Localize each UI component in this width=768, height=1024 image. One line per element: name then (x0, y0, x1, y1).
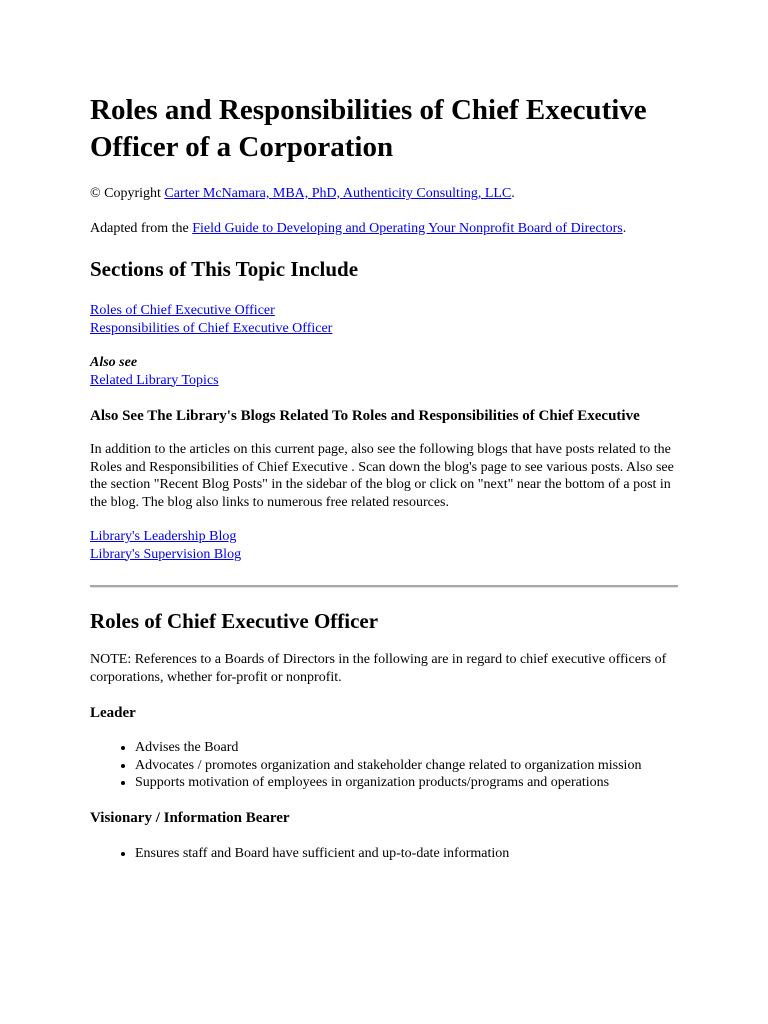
list-item: • Advises the Board (135, 739, 678, 757)
sections-heading: Sections of This Topic Include (90, 257, 359, 281)
list-item: • Advocates / promotes organization and stakeholder change related to organization mission (135, 757, 678, 775)
note-paragraph: NOTE: References to a Boards of Directors in the following are in regard to chief executive officers of corporations, whether for-profit or nonprofit. (90, 652, 667, 685)
roles-heading: Roles of Chief Executive Officer (90, 609, 379, 633)
also-see-label: Also see (90, 355, 138, 370)
section-link-roles[interactable]: Roles of Chief Executive Officer (90, 303, 275, 318)
also-see-block (90, 354, 678, 389)
list-item: • Supports motivation of employees in organization products/programs and operations (135, 774, 678, 792)
copyright-line (90, 185, 678, 203)
copyright-suffix: . (511, 186, 515, 201)
author-link[interactable]: Carter McNamara, MBA, PhD, Authenticity Consulting, LLC (164, 186, 512, 201)
list-item: • Ensures staff and Board have sufficient and up-to-date information (135, 845, 678, 863)
leader-heading: Leader (90, 705, 136, 721)
section-link-responsibilities[interactable]: Responsibilities of Chief Executive Officer (90, 320, 333, 336)
related-topics-link[interactable]: Related Library Topics (90, 372, 219, 388)
copyright-prefix: © Copyright (90, 186, 165, 201)
supervision-blog-link[interactable]: Library's Supervision Blog (90, 546, 242, 562)
visionary-list (90, 845, 678, 863)
adapted-prefix: Adapted from the (90, 220, 193, 236)
leadership-blog-link[interactable]: Library's Leadership Blog (90, 529, 237, 544)
blogs-paragraph: In addition to the articles on this current page, also see the following blogs that have posts related to the Roles and Responsibilities of Chief Executive . Scan down the blog's page to see various posts. Also see the section "Recent Blog Posts" in the sidebar of the blog or click on "next" near the bottom of a post in the blog. The blog also links to numerous free related resources. (90, 442, 674, 510)
adapted-line (90, 220, 678, 238)
leader-list (90, 739, 678, 792)
visionary-heading: Visionary / Information Bearer (90, 809, 290, 826)
blogs-heading: Also See The Library's Blogs Related To Roles and Responsibilities of Chief Executive (90, 408, 640, 424)
section-divider (90, 585, 678, 588)
blog-links (90, 528, 678, 563)
section-links (90, 302, 678, 337)
field-guide-link[interactable]: Field Guide to Developing and Operating Your Nonprofit Board of Directors (192, 220, 623, 236)
page-title: Roles and Responsibilities of Chief Executive Officer of a Corporation (90, 94, 647, 163)
adapted-suffix: . (622, 220, 627, 236)
